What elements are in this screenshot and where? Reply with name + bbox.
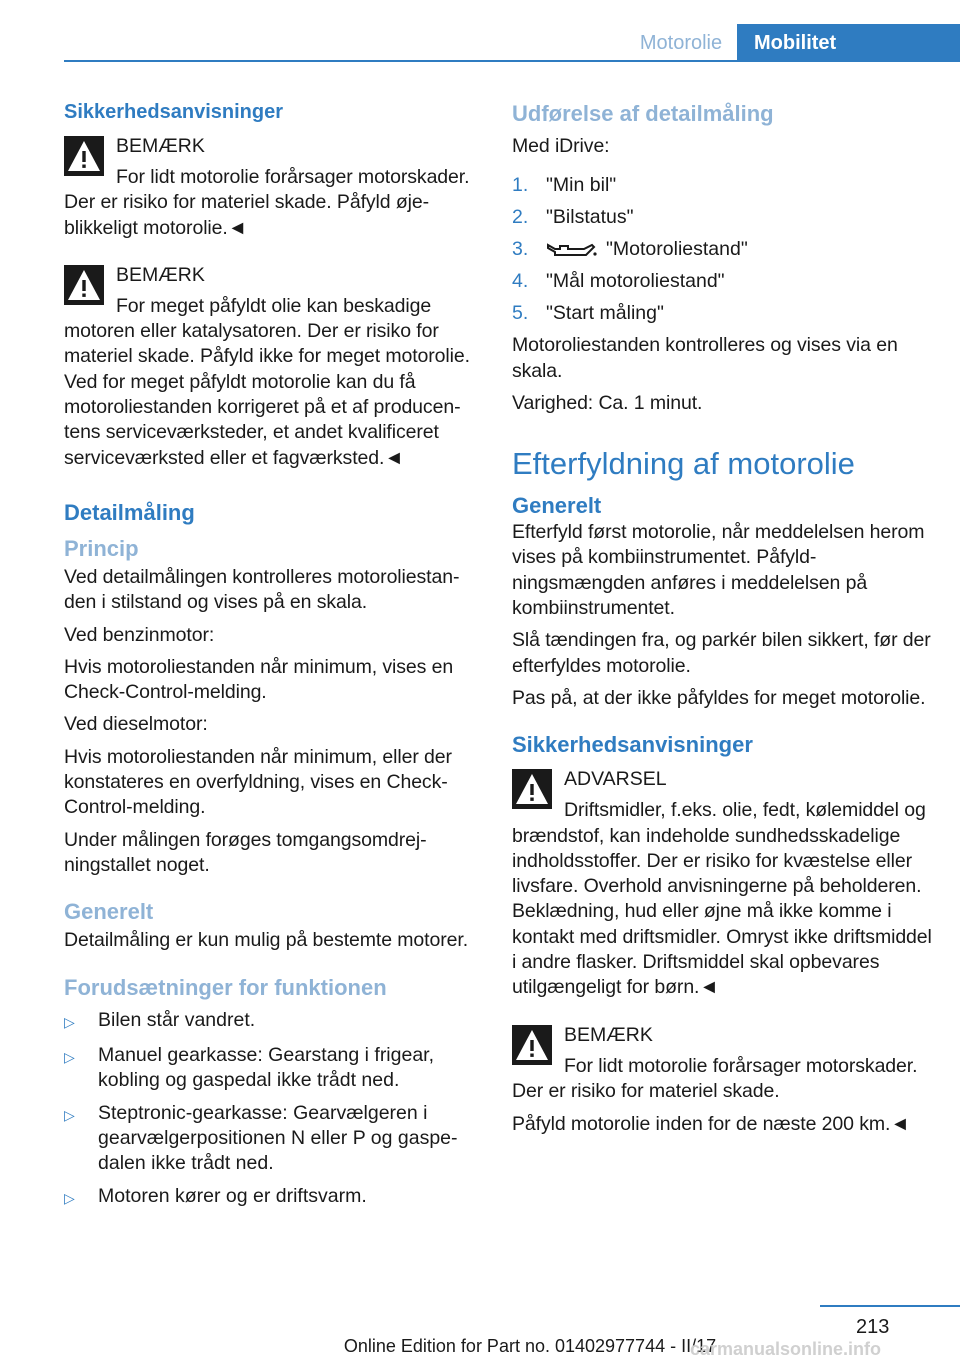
list-item: ▷ Steptronic-gearkasse: Gearvælgeren i gearvælgerpositionen N eller P og gaspedalen ikke trådt ned. <box>64 1101 458 1174</box>
paragraph: Hvis motoroliestanden når minimum, eller der konstateres en overfyldning, vises en Check-Control-melding. <box>64 745 452 819</box>
watermark: carmanualsonline.info <box>690 1339 882 1359</box>
warning-triangle-icon <box>64 265 104 305</box>
warning-triangle-icon <box>512 1025 552 1065</box>
princip-heading: Princip <box>64 535 139 561</box>
bullet-triangle-icon: ▷ <box>64 1013 75 1030</box>
list-item: ▷ Motoren kører og er driftsvarm. <box>64 1184 480 1211</box>
bullet-triangle-icon: ▷ <box>64 1106 75 1123</box>
paragraph: Ved benzinmotor: <box>64 623 215 646</box>
generelt-heading-right: Generelt <box>512 493 602 519</box>
warning-title: BEMÆRK <box>116 135 205 157</box>
step-item: 4. "Mål motoroliestand" <box>512 270 725 293</box>
warning-text: Driftsmidler, f.eks. olie, fedt, kølemiddel og brændstof, kan indeholde sundhedsskadelige indholdsstoffer. Der er risiko for kvæstelse eller livsfare. Overhold anvisningerne på beholderen. Beklædning, hud eller øjne må ikke komme i kontakt med driftsmidler. Omryst ikke driftsmiddel i andre flasker. Driftsmiddel skal opbevares utilgængeligt for børn.◄ <box>512 799 932 999</box>
paragraph: Hvis motoroliestanden når minimum, vises en Check-Control-melding. <box>64 655 454 704</box>
step-item: 1. "Min bil" <box>512 174 617 197</box>
paragraph: Med iDrive: <box>512 135 610 157</box>
warning-block-3 <box>512 767 932 1000</box>
paragraph: Detailmåling er kun mulig på bestemte motorer. <box>64 929 469 952</box>
safety-heading-left: Sikkerhedsanvisninger <box>64 101 283 123</box>
warning-triangle-icon <box>64 136 104 176</box>
list-item: ▷ Bilen står vandret. <box>64 1008 480 1035</box>
udfoerelse-heading: Udførelse af detailmåling <box>512 101 774 126</box>
right-column <box>512 100 932 1145</box>
forudsaetninger-heading: Forudsætninger for funktionen <box>64 974 387 1000</box>
section-tab-motorolie[interactable]: Motorolie <box>639 32 723 54</box>
efterfyldning-heading: Efterfyldning af motorolie <box>512 446 855 482</box>
step-item: 2. "Bilstatus" <box>512 206 634 229</box>
bullet-triangle-icon: ▷ <box>64 1189 75 1206</box>
warning-block-4 <box>512 1023 932 1105</box>
warning-text: For meget påfyldt olie kan beskadige motoren eller katalysatoren. Der er risiko for materiel skade. Påfyld ikke for meget motorolie. Ved for meget påfyldt motorolie kan du få motoroliestanden korrigeret på et af producentens serviceværksteder, et andet kvalificeret serviceværksted eller et fagværksted.◄ <box>64 294 470 469</box>
paragraph: Varighed: Ca. 1 minut. <box>512 391 703 414</box>
detail-heading: Detailmåling <box>64 499 195 525</box>
section-tab-mobilitet[interactable]: Mobilitet <box>737 24 960 62</box>
paragraph: Ved dieselmotor: <box>64 713 208 736</box>
edition-footer: Online Edition for Part no. 01402977744 - II/17 <box>343 1336 717 1356</box>
bullet-triangle-icon: ▷ <box>64 1048 75 1065</box>
warning-block-1 <box>64 134 480 241</box>
idrive-steps <box>512 173 932 326</box>
oil-can-icon <box>546 240 598 260</box>
warning-title: BEMÆRK <box>564 1023 653 1046</box>
step-item: 3. "Motoroliestand" <box>512 238 748 261</box>
paragraph: Efterfyld først motorolie, når meddelelsen herom vises på kombiinstrumentet. Påfyldningsmængden anføres i meddelelsen på kombiinstrumentet. <box>512 521 925 620</box>
warning-block-2 <box>64 263 480 471</box>
warning-text: For lidt motorolie forårsager motorskader. Der er risiko for materiel skade. Påfyld øjeblikkeligt motorolie.◄ <box>64 166 470 239</box>
paragraph: Påfyld motorolie inden for de næste 200 km.◄ <box>512 1113 910 1136</box>
safety-heading-right: Sikkerhedsanvisninger <box>512 732 753 758</box>
left-column <box>64 100 480 1219</box>
paragraph: Pas på, at der ikke påfyldes for meget motorolie. <box>512 686 926 709</box>
paragraph: Slå tændingen fra, og parkér bilen sikkert, før der efterfyldes motorolie. <box>512 629 931 677</box>
requirements-list <box>64 1008 480 1211</box>
warning-title: BEMÆRK <box>116 263 205 286</box>
header-rule <box>64 60 960 62</box>
paragraph: Motoroliestanden kontrolleres og vises via en skala. <box>512 334 898 382</box>
page-number-rule <box>820 1305 960 1307</box>
generelt-heading: Generelt <box>64 899 154 925</box>
paragraph: Under målingen forøges tomgangsomdrejningstallet noget. <box>64 828 427 876</box>
warning-triangle-icon <box>512 769 552 809</box>
warning-text: For lidt motorolie forårsager motorskader. Der er risiko for materiel skade. <box>512 1054 918 1102</box>
step-item: 5. "Start måling" <box>512 302 664 325</box>
page-header <box>0 0 960 62</box>
paragraph: Ved detailmålingen kontrolleres motoroliestanden i stilstand og vises på en skala. <box>64 565 460 614</box>
page-number: 213 <box>856 1316 890 1338</box>
warning-title: ADVARSEL <box>564 768 667 791</box>
list-item: ▷ Manuel gearkasse: Gearstang i frigear, kobling og gaspedal ikke trådt ned. <box>64 1043 435 1091</box>
